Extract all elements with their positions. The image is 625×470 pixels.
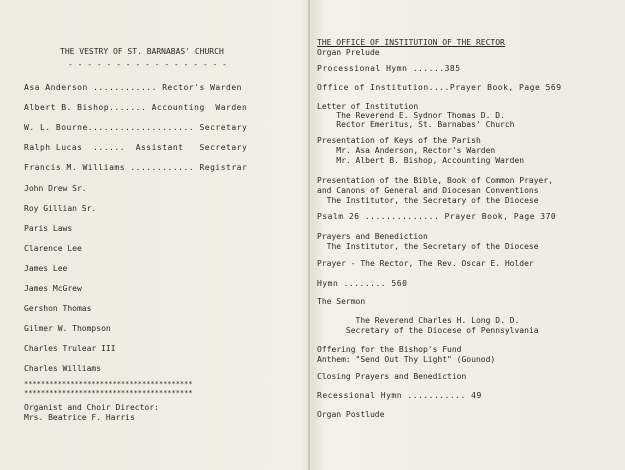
vestry-title-rule: - - - - - - - - - - - - - - - - - bbox=[68, 60, 227, 69]
service-item-detail: Anthem: "Send Out Thy Light" (Gounod) bbox=[317, 355, 496, 364]
vestry-line: W. L. Bourne.................... Secretary bbox=[24, 123, 248, 132]
service-item: Processional Hymn ......385 bbox=[317, 64, 461, 73]
service-item: Prayer - The Rector, The Rev. Oscar E. Holder bbox=[317, 259, 534, 268]
service-item-detail: The Institutor, the Secretary of the Diocese bbox=[317, 242, 539, 251]
vestry-line: Charles Williams bbox=[24, 364, 102, 373]
vestry-line: Charles Trulear III bbox=[24, 344, 116, 353]
service-item: Presentation of the Bible, Book of Common Prayer, bbox=[317, 176, 554, 185]
vestry-line: James Lee bbox=[24, 264, 68, 273]
vestry-line: Gilmer W. Thompson bbox=[24, 324, 111, 333]
service-item-detail: The Institutor, the Secretary of the Diocese bbox=[317, 196, 539, 205]
service-item: Office of Institution....Prayer Book, Page 569 bbox=[317, 83, 562, 92]
service-item: Organ Prelude bbox=[317, 48, 380, 57]
vestry-line: Albert B. Bishop....... Accounting Warden bbox=[24, 103, 248, 112]
service-title: THE OFFICE OF INSTITUTION OF THE RECTOR bbox=[317, 38, 505, 47]
service-item: Prayers and Benediction bbox=[317, 232, 428, 241]
service-item: The Sermon bbox=[317, 297, 366, 306]
service-item: Offering for the Bishop's Fund bbox=[317, 345, 462, 354]
organist-label: Organist and Choir Director: bbox=[24, 403, 159, 412]
vestry-line: Clarence Lee bbox=[24, 244, 82, 253]
service-item-detail: Mr. Albert B. Bishop, Accounting Warden bbox=[317, 156, 525, 165]
vestry-line: Gershon Thomas bbox=[24, 304, 92, 313]
star-divider: **************************************** bbox=[24, 380, 193, 388]
service-item: Closing Prayers and Benediction bbox=[317, 372, 467, 381]
service-item: Psalm 26 .............. Prayer Book, Page 370 bbox=[317, 212, 557, 221]
vestry-line: John Drew Sr. bbox=[24, 184, 87, 193]
service-item: Organ Postlude bbox=[317, 410, 385, 419]
service-item-detail: The Reverend E. Sydnor Thomas D. D. bbox=[317, 111, 505, 120]
page-fold bbox=[308, 0, 310, 470]
service-item: Presentation of Keys of the Parish bbox=[317, 136, 481, 145]
vestry-line: Asa Anderson ............ Rector's Warden bbox=[24, 83, 242, 92]
star-divider: **************************************** bbox=[24, 389, 193, 397]
vestry-line: Francis M. Williams ............ Registrar bbox=[24, 163, 248, 172]
service-item-detail: Secretary of the Diocese of Pennsylvania bbox=[317, 326, 539, 335]
vestry-line: Ralph Lucas ...... Assistant Secretary bbox=[24, 143, 248, 152]
service-item-detail: and Canons of General and Diocesan Conventions bbox=[317, 186, 539, 195]
service-item-detail: Rector Emeritus, St. Barnabas' Church bbox=[317, 120, 515, 129]
vestry-line: Roy Gillian Sr. bbox=[24, 204, 97, 213]
organist-name: Mrs. Beatrice F. Harris bbox=[24, 413, 135, 422]
service-item: The Reverend Charles H. Long D. D. bbox=[317, 316, 520, 325]
service-item: Hymn ........ 560 bbox=[317, 279, 408, 288]
vestry-line: Paris Laws bbox=[24, 224, 73, 233]
service-item: Recessional Hymn ........... 49 bbox=[317, 391, 482, 400]
service-item-detail: Mr. Asa Anderson, Rector's Warden bbox=[317, 146, 496, 155]
service-item: Letter of Institution bbox=[317, 102, 419, 111]
vestry-title: THE VESTRY OF ST. BARNABAS' CHURCH bbox=[60, 47, 224, 56]
vestry-line: James McGrew bbox=[24, 284, 82, 293]
